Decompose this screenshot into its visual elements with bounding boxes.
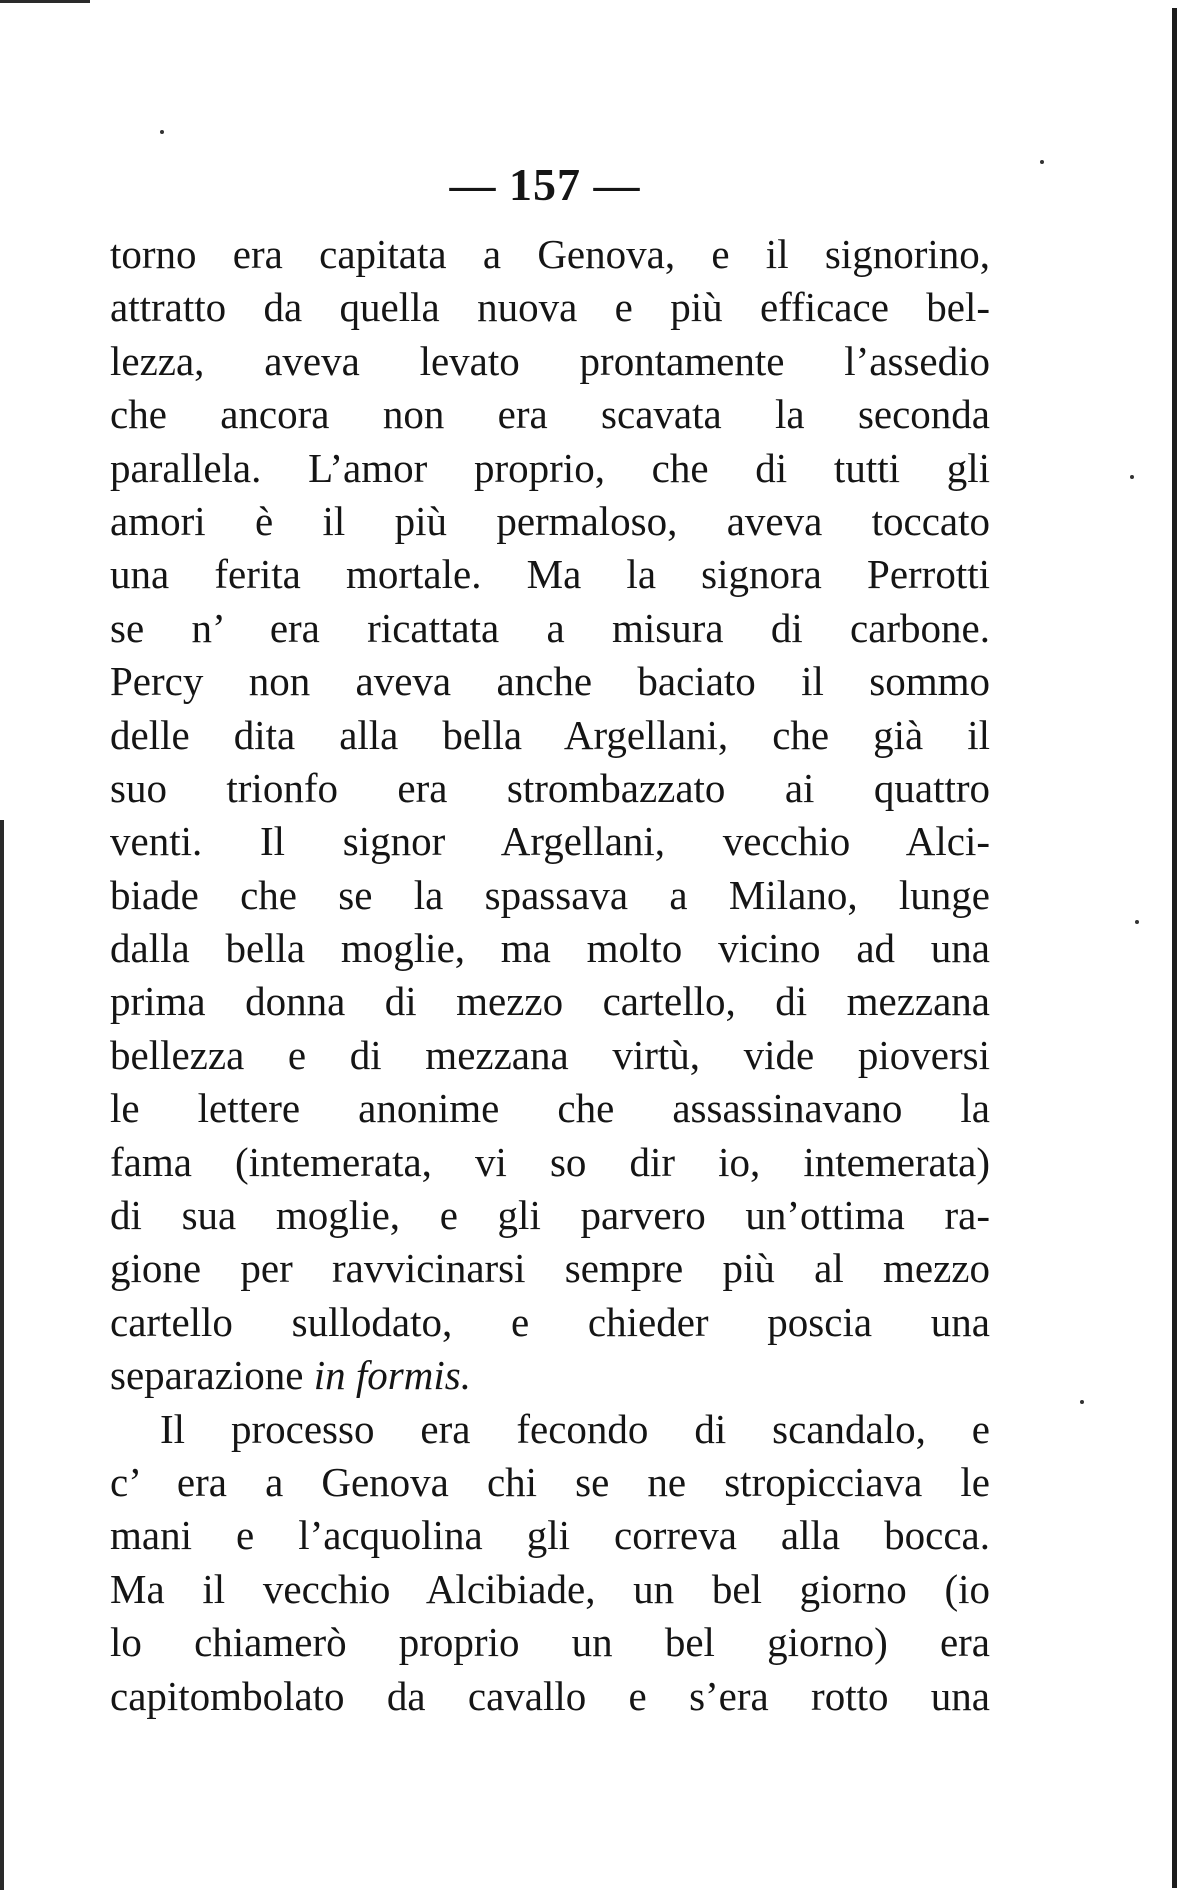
text-line: le lettere anonime che assassinavano la <box>110 1085 990 1132</box>
text-line: di sua moglie, e gli parvero un’ottima ra- <box>110 1192 990 1239</box>
text-line: se n’ era ricattata a misura di carbone. <box>110 604 990 651</box>
text-line: Percy non aveva anche baciato il sommo <box>110 658 990 705</box>
text-line: biade che se la spassava a Milano, lunge <box>110 871 990 918</box>
text-line: delle dita alla bella Argellani, che già il <box>110 711 990 758</box>
page-number: — 157 — <box>449 159 641 210</box>
text-fragment: separazione <box>110 1352 314 1399</box>
text-line: lezza, aveva levato prontamente l’assedio <box>110 337 990 384</box>
text-line: attratto da quella nuova e più efficace bel- <box>110 284 990 331</box>
text-line: parallela. L’amor proprio, che di tutti gli <box>110 444 990 491</box>
scan-edge-right <box>1172 8 1177 1888</box>
text-line: una ferita mortale. Ma la signora Perrotti <box>110 551 990 598</box>
scan-speck <box>160 130 164 134</box>
text-line: dalla bella moglie, ma molto vicino ad una <box>110 925 990 972</box>
text-line: venti. Il signor Argellani, vecchio Alci- <box>110 818 990 865</box>
scan-edge-top <box>0 0 90 3</box>
text-line: mani e l’acquolina gli correva alla bocca. <box>110 1512 990 1559</box>
text-line: cartello sullodato, e chieder poscia una <box>110 1298 990 1345</box>
scan-speck <box>1135 920 1139 924</box>
text-line: lo chiamerò proprio un bel giorno) era <box>110 1619 990 1666</box>
scan-speck <box>1130 475 1134 479</box>
text-line: che ancora non era scavata la seconda <box>110 391 990 438</box>
text-line: gione per ravvicinarsi sempre più al mezzo <box>110 1245 990 1292</box>
text-line: c’ era a Genova chi se ne stropicciava le <box>110 1458 990 1505</box>
paragraph-start-line: Il processo era fecondo di scandalo, e <box>160 1405 990 1452</box>
text-line: bellezza e di mezzana virtù, vide pioversi <box>110 1031 990 1078</box>
text-line: capitombolato da cavallo e s’era rotto una <box>110 1672 990 1719</box>
text-line: amori è il più permaloso, aveva toccato <box>110 497 990 544</box>
text-line: suo trionfo era strombazzato ai quattro <box>110 764 990 811</box>
text-line: torno era capitata a Genova, e il signorino, <box>110 231 990 277</box>
body-text <box>110 228 990 1723</box>
text-line: Ma il vecchio Alcibiade, un bel giorno (io <box>110 1565 990 1612</box>
scan-speck <box>1080 1400 1084 1404</box>
italic-phrase: in formis. <box>313 1352 471 1399</box>
text-line: fama (intemerata, vi so dir io, intemerata) <box>110 1138 990 1185</box>
paragraph-end-line <box>110 1349 990 1402</box>
scan-edge-left <box>0 820 4 1890</box>
text-line: prima donna di mezzo cartello, di mezzana <box>110 978 990 1025</box>
